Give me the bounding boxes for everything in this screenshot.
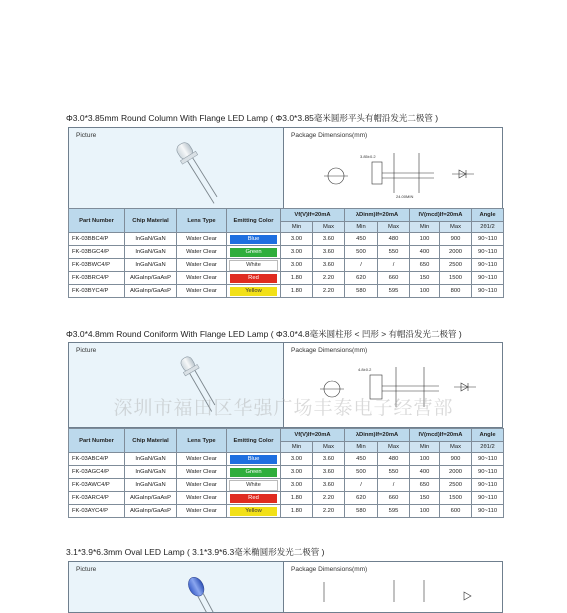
table-row (69, 259, 504, 272)
part-number-cell: FK-03ARC4/P (69, 492, 125, 505)
part-number-cell: FK-03ABC4/P (69, 453, 125, 466)
section-2-title: Φ3.0*4.8mm Round Coniform With Flange LED Lamp ( Φ3.0*4.8毫米圆柱形 < 凹形 > 有帽沿发光二极管 ) (66, 329, 462, 339)
section-2-picture-label: Picture (76, 347, 97, 354)
col-iv: IV(mcd)If=20mA (410, 209, 472, 222)
part-number-cell: FK-03BGC4/P (69, 246, 125, 259)
color-swatch: Yellow (230, 507, 277, 516)
section-3-panel (68, 561, 503, 613)
table-row (69, 505, 504, 518)
wl-max-header: Max (378, 442, 410, 453)
iv-max-cell: 900 (440, 453, 472, 466)
vf-max-cell: 3.60 (313, 453, 345, 466)
part-number-cell: FK-03AWC4/P (69, 479, 125, 492)
iv-max-cell: 2000 (440, 466, 472, 479)
table-row (69, 492, 504, 505)
vf-min-header: Min (281, 222, 313, 233)
section-1-package-box (284, 128, 502, 210)
lens-type-cell: Water Clear (177, 272, 227, 285)
angle-cell: 90~110 (472, 453, 504, 466)
wl-max-cell: 660 (378, 272, 410, 285)
wl-min-header: Min (345, 442, 378, 453)
iv-min-cell: 100 (410, 453, 440, 466)
emitting-color-cell (227, 285, 281, 298)
iv-max-header: Max (440, 222, 472, 233)
emitting-color-cell (227, 259, 281, 272)
vf-max-cell: 2.20 (313, 505, 345, 518)
wl-min-cell: 500 (345, 466, 378, 479)
vf-min-cell: 3.00 (281, 466, 313, 479)
emitting-color-cell (227, 272, 281, 285)
svg-text:24.00MIN: 24.00MIN (396, 194, 414, 199)
wl-max-cell: 550 (378, 246, 410, 259)
col-angle: Angle (472, 429, 504, 442)
col-angle: Angle (472, 209, 504, 222)
table-row (69, 272, 504, 285)
chip-material-cell: AlGaInp/GaAsP (125, 272, 177, 285)
section-1-spec-table (68, 208, 504, 298)
lens-type-cell: Water Clear (177, 453, 227, 466)
section-2-spec-table (68, 428, 504, 518)
col-lens-type: Lens Type (177, 429, 227, 453)
vf-min-cell: 1.80 (281, 505, 313, 518)
iv-min-cell: 150 (410, 492, 440, 505)
wl-min-cell: / (345, 259, 378, 272)
part-number-cell: FK-03AYC4/P (69, 505, 125, 518)
emitting-color-cell (227, 453, 281, 466)
iv-max-cell: 800 (440, 285, 472, 298)
vf-min-cell: 3.00 (281, 453, 313, 466)
watermark-text: 深圳市福田区华强广场丰泰电子经营部 (113, 397, 454, 419)
col-chip-material: Chip Material (125, 209, 177, 233)
iv-min-header: Min (410, 222, 440, 233)
angle-cell: 90~110 (472, 272, 504, 285)
color-swatch: Blue (230, 235, 277, 244)
table-row (69, 453, 504, 466)
wl-min-cell: 500 (345, 246, 378, 259)
lens-type-cell: Water Clear (177, 285, 227, 298)
section-1-rows (69, 233, 504, 298)
section-1-title: Φ3.0*3.85mm Round Column With Flange LED Lamp ( Φ3.0*3.85毫米圆形平头有帽沿发光二极管 ) (66, 113, 439, 123)
color-swatch: Red (230, 494, 277, 503)
section-1-picture-box (69, 128, 284, 210)
vf-max-cell: 3.60 (313, 259, 345, 272)
col-part-number: Part Number (69, 209, 125, 233)
vf-min-cell: 3.00 (281, 246, 313, 259)
vf-max-cell: 3.60 (313, 479, 345, 492)
section-2-package-label: Package Dimensions(mm) (291, 347, 368, 354)
vf-min-cell: 1.80 (281, 492, 313, 505)
col-wavelength: λDinm)If=20mA (345, 429, 410, 442)
table-row (69, 233, 504, 246)
vf-min-header: Min (281, 442, 313, 453)
section-3-package-box (284, 562, 502, 612)
section-1-package-label: Package Dimensions(mm) (291, 132, 368, 139)
wl-max-cell: 660 (378, 492, 410, 505)
angle-cell: 90~110 (472, 492, 504, 505)
angle-sub-header: 2θ1/2 (472, 222, 504, 233)
emitting-color-cell (227, 492, 281, 505)
table-row (69, 285, 504, 298)
table-row (69, 246, 504, 259)
vf-min-cell: 1.80 (281, 272, 313, 285)
iv-min-cell: 650 (410, 479, 440, 492)
package-dimension-drawing (284, 128, 502, 210)
package-dimension-drawing (284, 562, 502, 612)
wl-min-cell: 450 (345, 233, 378, 246)
angle-cell: 90~110 (472, 285, 504, 298)
iv-max-cell: 2000 (440, 246, 472, 259)
vf-max-cell: 2.20 (313, 285, 345, 298)
color-swatch: White (230, 481, 277, 490)
col-part-number: Part Number (69, 429, 125, 453)
led-lamp-photo (69, 562, 283, 612)
table-row (69, 466, 504, 479)
col-vf: Vf(V)If=20mA (281, 429, 345, 442)
iv-max-cell: 2500 (440, 479, 472, 492)
iv-min-cell: 650 (410, 259, 440, 272)
wl-min-cell: / (345, 479, 378, 492)
iv-max-header: Max (440, 442, 472, 453)
angle-sub-header: 2θ1/2 (472, 442, 504, 453)
color-swatch: Blue (230, 455, 277, 464)
color-swatch: Green (230, 248, 277, 257)
iv-min-cell: 400 (410, 466, 440, 479)
chip-material-cell: InGaN/GaN (125, 246, 177, 259)
vf-max-cell: 3.60 (313, 233, 345, 246)
angle-cell: 90~110 (472, 505, 504, 518)
chip-material-cell: InGaN/GaN (125, 259, 177, 272)
wl-min-cell: 580 (345, 505, 378, 518)
part-number-cell: FK-03BWC4/P (69, 259, 125, 272)
chip-material-cell: AlGaInp/GaAsP (125, 492, 177, 505)
col-lens-type: Lens Type (177, 209, 227, 233)
emitting-color-cell (227, 479, 281, 492)
lens-type-cell: Water Clear (177, 492, 227, 505)
iv-min-cell: 150 (410, 272, 440, 285)
iv-max-cell: 1500 (440, 492, 472, 505)
vf-max-cell: 3.60 (313, 246, 345, 259)
iv-min-cell: 100 (410, 505, 440, 518)
part-number-cell: FK-03BYC4/P (69, 285, 125, 298)
part-number-cell: FK-03AGC4/P (69, 466, 125, 479)
emitting-color-cell (227, 505, 281, 518)
section-1-picture-label: Picture (76, 132, 97, 139)
color-swatch: Green (230, 468, 277, 477)
section-3-picture-label: Picture (76, 566, 97, 573)
lens-type-cell: Water Clear (177, 233, 227, 246)
angle-cell: 90~110 (472, 479, 504, 492)
vf-max-cell: 2.20 (313, 492, 345, 505)
section-2-rows (69, 453, 504, 518)
svg-text:4.8±0.2: 4.8±0.2 (358, 367, 372, 372)
vf-min-cell: 3.00 (281, 259, 313, 272)
section-3-picture-box (69, 562, 284, 612)
wl-max-cell: 595 (378, 505, 410, 518)
section-1-panel (68, 127, 503, 211)
vf-max-cell: 3.60 (313, 466, 345, 479)
angle-cell: 90~110 (472, 466, 504, 479)
col-chip-material: Chip Material (125, 429, 177, 453)
col-vf: Vf(V)If=20mA (281, 209, 345, 222)
section-3-title: 3.1*3.9*6.3mm Oval LED Lamp ( 3.1*3.9*6.3毫米椭圆形发光二极管 ) (66, 547, 325, 557)
part-number-cell: FK-03BBC4/P (69, 233, 125, 246)
color-swatch: White (230, 261, 277, 270)
lens-type-cell: Water Clear (177, 479, 227, 492)
wl-max-cell: 480 (378, 453, 410, 466)
wl-max-cell: 595 (378, 285, 410, 298)
vf-max-header: Max (313, 442, 345, 453)
vf-min-cell: 3.00 (281, 479, 313, 492)
chip-material-cell: InGaN/GaN (125, 479, 177, 492)
col-iv: IV(mcd)If=20mA (410, 429, 472, 442)
iv-min-cell: 100 (410, 233, 440, 246)
lens-type-cell: Water Clear (177, 246, 227, 259)
chip-material-cell: AlGaInp/GaAsP (125, 285, 177, 298)
wl-min-cell: 450 (345, 453, 378, 466)
iv-max-cell: 600 (440, 505, 472, 518)
wl-max-header: Max (378, 222, 410, 233)
vf-max-cell: 2.20 (313, 272, 345, 285)
lens-type-cell: Water Clear (177, 505, 227, 518)
chip-material-cell: InGaN/GaN (125, 453, 177, 466)
wl-min-cell: 580 (345, 285, 378, 298)
col-emitting-color: Emitting Color (227, 209, 281, 233)
chip-material-cell: InGaN/GaN (125, 466, 177, 479)
angle-cell: 90~110 (472, 233, 504, 246)
iv-max-cell: 2500 (440, 259, 472, 272)
col-emitting-color: Emitting Color (227, 429, 281, 453)
wl-min-cell: 620 (345, 492, 378, 505)
iv-max-cell: 1500 (440, 272, 472, 285)
table-row (69, 479, 504, 492)
wl-max-cell: / (378, 259, 410, 272)
chip-material-cell: AlGaInp/GaAsP (125, 505, 177, 518)
vf-min-cell: 3.00 (281, 233, 313, 246)
wl-max-cell: / (378, 479, 410, 492)
iv-min-cell: 100 (410, 285, 440, 298)
lens-type-cell: Water Clear (177, 259, 227, 272)
wl-min-header: Min (345, 222, 378, 233)
iv-max-cell: 900 (440, 233, 472, 246)
angle-cell: 90~110 (472, 259, 504, 272)
vf-min-cell: 1.80 (281, 285, 313, 298)
iv-min-cell: 400 (410, 246, 440, 259)
lens-type-cell: Water Clear (177, 466, 227, 479)
color-swatch: Yellow (230, 287, 277, 296)
vf-max-header: Max (313, 222, 345, 233)
col-wavelength: λDinm)If=20mA (345, 209, 410, 222)
section-3-package-label: Package Dimensions(mm) (291, 566, 368, 573)
emitting-color-cell (227, 466, 281, 479)
led-lamp-photo (69, 128, 283, 210)
wl-max-cell: 480 (378, 233, 410, 246)
chip-material-cell: InGaN/GaN (125, 233, 177, 246)
emitting-color-cell (227, 233, 281, 246)
emitting-color-cell (227, 246, 281, 259)
iv-min-header: Min (410, 442, 440, 453)
wl-max-cell: 550 (378, 466, 410, 479)
wl-min-cell: 620 (345, 272, 378, 285)
angle-cell: 90~110 (472, 246, 504, 259)
svg-text:3.85±0.2: 3.85±0.2 (360, 154, 376, 159)
color-swatch: Red (230, 274, 277, 283)
part-number-cell: FK-03BRC4/P (69, 272, 125, 285)
